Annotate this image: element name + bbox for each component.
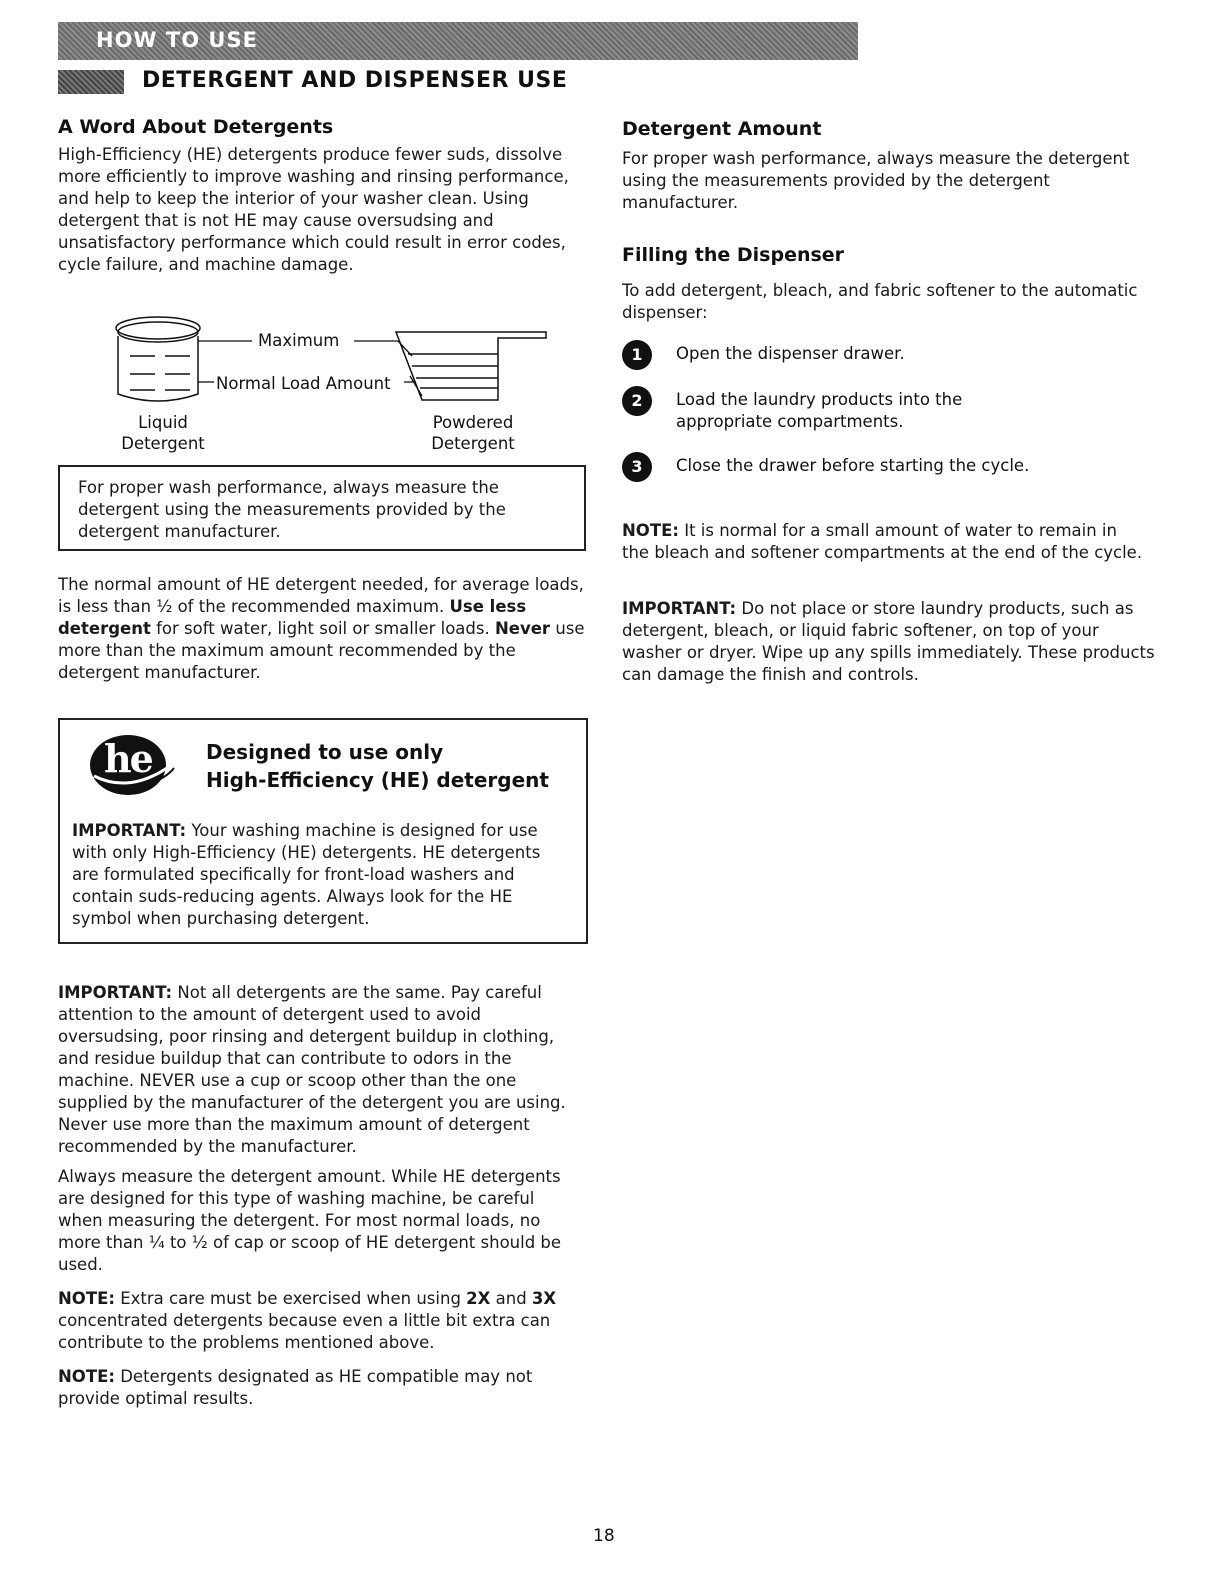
right-note-label: NOTE: [622, 521, 679, 540]
label-normal-load: Normal Load Amount [216, 374, 391, 393]
note-2x: 2X [466, 1289, 491, 1308]
banner-title: HOW TO USE [96, 28, 258, 52]
normal-text-2: for soft water, light soil or smaller loads. [150, 619, 495, 638]
he-important-text [72, 820, 572, 930]
he-callout-box [58, 718, 588, 944]
step-2-number-icon: 2 [622, 386, 652, 416]
heading-word-about-detergents: A Word About Detergents [58, 116, 334, 138]
never-emphasis: Never [494, 619, 551, 638]
step-1-number-icon: 1 [622, 340, 652, 370]
label-maximum: Maximum [258, 331, 340, 350]
liquid-cup-icon [116, 317, 200, 401]
always-measure-paragraph: Always measure the detergent amount. While HE detergents are designed for this type of washing machine, be careful when measuring the detergent. For most normal loads, no more than ¼ to ½ of cap or scoop of HE detergent should be used. [58, 1167, 562, 1274]
note2-label: NOTE: [58, 1367, 115, 1386]
detergent-amount-text: For proper wash performance, always measure the detergent using the measurements provided by the detergent manufacturer. [622, 149, 1130, 212]
heading-filling-dispenser: Filling the Dispenser [622, 244, 845, 266]
page-number: 18 [593, 1526, 615, 1546]
note-text-a: Extra care must be exercised when using [114, 1289, 467, 1308]
he-title-line1: Designed to use only [206, 740, 444, 764]
important-label: IMPORTANT: [58, 983, 173, 1002]
he-logo-text: he [104, 736, 152, 781]
section-banner [58, 22, 858, 60]
normal-text-1: The normal amount of HE detergent needed, for average loads, is less than ½ of the recommended maximum. [58, 575, 584, 616]
label-liquid: Liquid [138, 413, 188, 432]
right-important-label: IMPORTANT: [622, 599, 737, 618]
use-less-emphasis: Use less detergent [58, 597, 527, 638]
section-marker [58, 70, 124, 94]
right-important-body: Do not place or store laundry products, such as detergent, bleach, or liquid fabric softener, on top of your washer or dryer. Wipe up any spills immediately. These products can damage the finish and controls. [622, 599, 1155, 684]
note2-body: Detergents designated as HE compatible may not provide optimal results. [58, 1367, 533, 1408]
note-text-d: concentrated detergents because even a little bit extra can contribute to the problems mentioned above. [58, 1311, 551, 1352]
step-3-text: Close the drawer before starting the cycle. [676, 456, 1030, 475]
measure-callout-box [58, 465, 586, 551]
note-concentrated-paragraph [58, 1288, 583, 1354]
section-title: DETERGENT AND DISPENSER USE [142, 68, 568, 93]
intro-paragraph: High-Efficiency (HE) detergents produce fewer suds, dissolve more efficiently to improve washing and rinsing performance, and help to keep the interior of your washer clean. Using detergent that is not HE may cause oversudsing and unsatisfactory performance which could result in error codes, cycle failure, and machine damage. [58, 145, 569, 274]
he-logo [84, 732, 176, 798]
important-detergents-paragraph [58, 982, 583, 1158]
right-note-body: It is normal for a small amount of water to remain in the bleach and softener compartments at the end of the cycle. [622, 521, 1143, 562]
note-3x: 3X [531, 1289, 557, 1308]
note-water-paragraph [622, 520, 1147, 564]
note-label: NOTE: [58, 1289, 115, 1308]
note-he-compatible-paragraph [58, 1366, 583, 1410]
heading-detergent-amount: Detergent Amount [622, 118, 822, 140]
label-liquid-detergent [108, 412, 218, 454]
step-3-number-icon: 3 [622, 452, 652, 482]
note-text-c: and [490, 1289, 532, 1308]
measure-callout-text: For proper wash performance, always measure the detergent using the measurements provided by the detergent manufacturer. [78, 478, 506, 541]
label-detergent-2: Detergent [431, 434, 515, 453]
important-body: Not all detergents are the same. Pay careful attention to the amount of detergent used to avoid oversudsing, poor rinsing and detergent buildup in clothing, and residue buildup that can contribute to odors in the machine. NEVER use a cup or scoop other than the one supplied by the manufacturer of the detergent you are using. Never use more than the maximum amount of detergent recommended by the manufacturer. [58, 983, 566, 1156]
important-storage-paragraph [622, 598, 1157, 686]
normal-text-3: use more than the maximum amount recommended by the detergent manufacturer. [58, 619, 585, 682]
step-2-text: Load the laundry products into the appropriate compartments. [676, 390, 963, 431]
powder-scoop-icon [396, 332, 546, 400]
normal-amount-paragraph [58, 574, 588, 684]
he-important-body: Your washing machine is designed for use with only High-Efficiency (HE) detergents. HE detergents are formulated specifically for front-load washers and contain suds-reducing agents. Always look for the HE symbol when purchasing detergent. [72, 821, 541, 928]
he-title-line2: High-Efficiency (HE) detergent [206, 768, 549, 792]
filling-intro-text: To add detergent, bleach, and fabric softener to the automatic dispenser: [622, 281, 1138, 322]
step-1-text: Open the dispenser drawer. [676, 344, 905, 363]
label-powdered: Powdered [432, 413, 514, 432]
label-detergent: Detergent [121, 434, 205, 453]
he-important-label: IMPORTANT: [72, 821, 187, 840]
label-powdered-detergent [418, 412, 528, 454]
